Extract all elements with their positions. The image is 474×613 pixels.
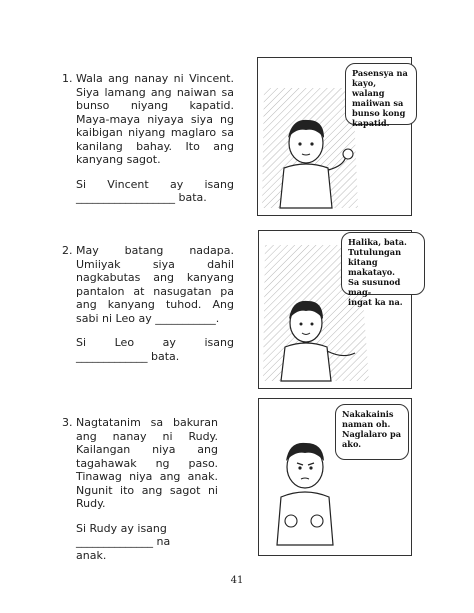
answer-blank: _____________ bata. — [76, 349, 180, 363]
item-number: 1. — [62, 72, 73, 85]
item-text: May batang nadapa. Umiiyak siya dahil nagkabutas ang kanyang pantalon at nasugatan pa ang kanyang tuhod. Ang sabi ni Leo ay ___________. — [76, 244, 234, 325]
answer-sentence: Si Rudy ay isang — [76, 521, 167, 535]
item-2 — [62, 244, 234, 363]
speech-bubble-1: Pasensya na kayo, walang maiiwan sa bunso kong kapatid. — [345, 63, 417, 125]
speech-bubble-3: Nakakainis naman oh. Naglalaro pa ako. — [335, 404, 409, 460]
item-number: 3. — [62, 416, 73, 429]
item-text: Nagtatanim sa bakuran ang nanay ni Rudy. Kailangan niya ang tagahawak ng paso. Tinawag niya ang anak. Ngunit ito ang sagot ni Rudy. — [76, 416, 218, 510]
answer-blank: ______________ na — [76, 535, 171, 548]
answer-sentence: Si Vincent ay isang — [76, 177, 234, 191]
answer-tail: anak. — [76, 548, 107, 562]
answer-sentence: Si Leo ay isang — [76, 336, 234, 349]
speech-bubble-2: Halika, bata. Tutulungan kitang makatayo. Sa susunod mag- ingat ka na. — [341, 232, 425, 295]
page-number: 41 — [230, 575, 244, 586]
item-number: 2. — [62, 244, 73, 257]
item-1 — [62, 72, 234, 205]
answer-blank: __________________ bata. — [76, 191, 207, 204]
item-3 — [62, 416, 218, 562]
item-text: Wala ang nanay ni Vincent. Siya lamang ang naiwan sa bunso niyang kapatid. Maya-maya niyaya siya ng kaibigan niyang maglaro sa kanilang bahay. Ito ang kanyang sagot. — [76, 72, 234, 166]
